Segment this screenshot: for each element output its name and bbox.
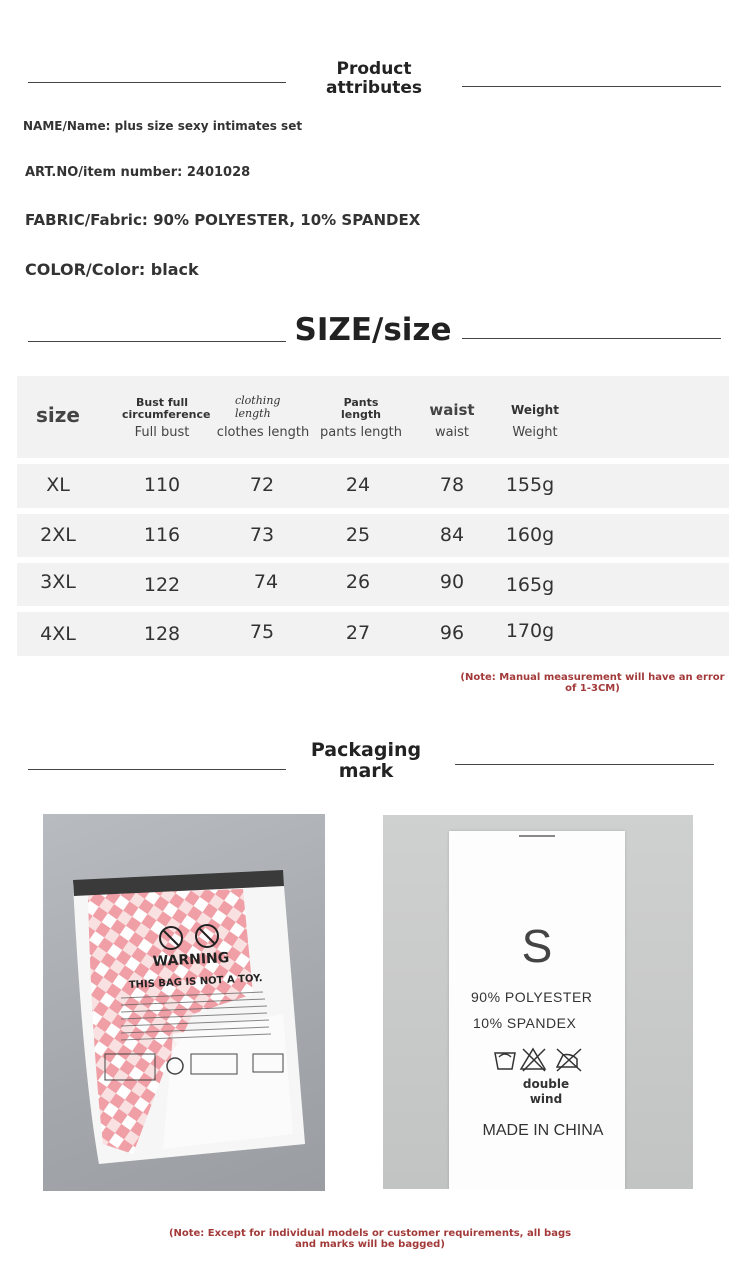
label-fabric-line2: 10% SPANDEX xyxy=(473,1015,577,1031)
attr-name: NAME/Name: plus size sexy intimates set xyxy=(23,119,303,133)
cell-clothes: 75 xyxy=(249,621,275,643)
cell-pants: 27 xyxy=(345,622,371,644)
label-care-text-1: double xyxy=(522,1077,570,1091)
header-clothing-main: clothes length xyxy=(216,425,310,440)
header-bust-main: Full bust xyxy=(134,425,190,440)
header-pants-main: pants length xyxy=(320,425,402,440)
attributes-title xyxy=(300,60,448,98)
packaging-note: (Note: Except for individual models or customer requirements, all bags and marks will be bagged) xyxy=(168,1228,572,1250)
header-waist-small: waist xyxy=(429,401,475,419)
label-care-text-2: wind xyxy=(529,1092,563,1106)
attributes-rule-right xyxy=(462,86,721,87)
header-weight-small: Weight xyxy=(511,403,559,417)
table-row xyxy=(17,612,729,656)
header-waist-main: waist xyxy=(434,425,470,440)
no-bleach-icon xyxy=(521,1049,545,1071)
label-size: S xyxy=(521,920,553,972)
cell-bust: 116 xyxy=(143,524,181,546)
bag-subtitle-text: THIS BAG IS NOT A TOY. xyxy=(128,973,263,991)
attr-fabric: FABRIC/Fabric: 90% POLYESTER, 10% SPANDEX xyxy=(25,211,421,229)
bag-illustration xyxy=(43,814,325,1191)
attributes-title-line2: attributes xyxy=(326,78,422,98)
care-label xyxy=(449,831,625,1189)
packaging-title-line2: mark xyxy=(338,760,394,782)
size-table-header xyxy=(17,376,729,458)
cell-clothes: 74 xyxy=(253,571,279,593)
attributes-title-line1: Product xyxy=(336,59,412,79)
cell-size: 4XL xyxy=(40,623,76,645)
cell-weight: 170g xyxy=(505,620,555,642)
attr-color: COLOR/Color: black xyxy=(25,260,199,279)
cell-clothes: 72 xyxy=(249,474,275,496)
header-size: size xyxy=(36,403,80,427)
size-rule-left xyxy=(28,341,286,342)
attr-art-no: ART.NO/item number: 2401028 xyxy=(25,165,251,180)
header-pants-small: Pants length xyxy=(340,396,382,421)
table-row xyxy=(17,514,729,557)
cell-clothes: 73 xyxy=(249,524,275,546)
bag-warning-text: WARNING xyxy=(152,950,230,970)
table-row xyxy=(17,464,729,508)
table-row xyxy=(17,563,729,606)
care-symbols xyxy=(493,1045,593,1075)
packaging-title-line1: Packaging xyxy=(310,739,422,761)
packaging-title xyxy=(292,740,440,782)
cell-size: 2XL xyxy=(40,524,76,546)
no-iron-icon xyxy=(557,1049,581,1071)
packaging-bag-photo xyxy=(43,814,325,1191)
size-rule-right xyxy=(462,338,721,339)
size-title: SIZE/size xyxy=(294,312,452,348)
cell-pants: 25 xyxy=(345,524,371,546)
cell-weight: 155g xyxy=(505,474,555,496)
cell-size: 3XL xyxy=(40,571,76,593)
measurement-note: (Note: Manual measurement will have an error of 1-3CM) xyxy=(460,672,725,694)
header-weight-main: Weight xyxy=(512,425,558,440)
header-clothing-small: clothing length xyxy=(235,394,281,420)
cell-pants: 24 xyxy=(345,474,371,496)
label-fabric-line1: 90% POLYESTER xyxy=(471,989,593,1005)
cell-waist: 96 xyxy=(439,622,465,644)
cell-waist: 90 xyxy=(439,571,465,593)
header-bust-small: Bust full circumference xyxy=(122,396,211,421)
cell-weight: 165g xyxy=(505,574,555,596)
packaging-rule-left xyxy=(28,769,286,770)
cell-waist: 84 xyxy=(439,524,465,546)
cell-bust: 128 xyxy=(143,623,181,645)
packaging-rule-right xyxy=(455,764,714,765)
cell-size: XL xyxy=(46,474,70,496)
cell-waist: 78 xyxy=(439,474,465,496)
cell-weight: 160g xyxy=(505,524,555,546)
cell-pants: 26 xyxy=(345,571,371,593)
label-top-stitch xyxy=(519,835,555,837)
care-label-photo xyxy=(383,815,693,1189)
cell-bust: 122 xyxy=(143,574,181,596)
attributes-rule-left xyxy=(28,82,286,83)
cell-bust: 110 xyxy=(143,474,181,496)
hand-wash-icon xyxy=(495,1053,515,1069)
label-origin: MADE IN CHINA xyxy=(482,1122,604,1139)
